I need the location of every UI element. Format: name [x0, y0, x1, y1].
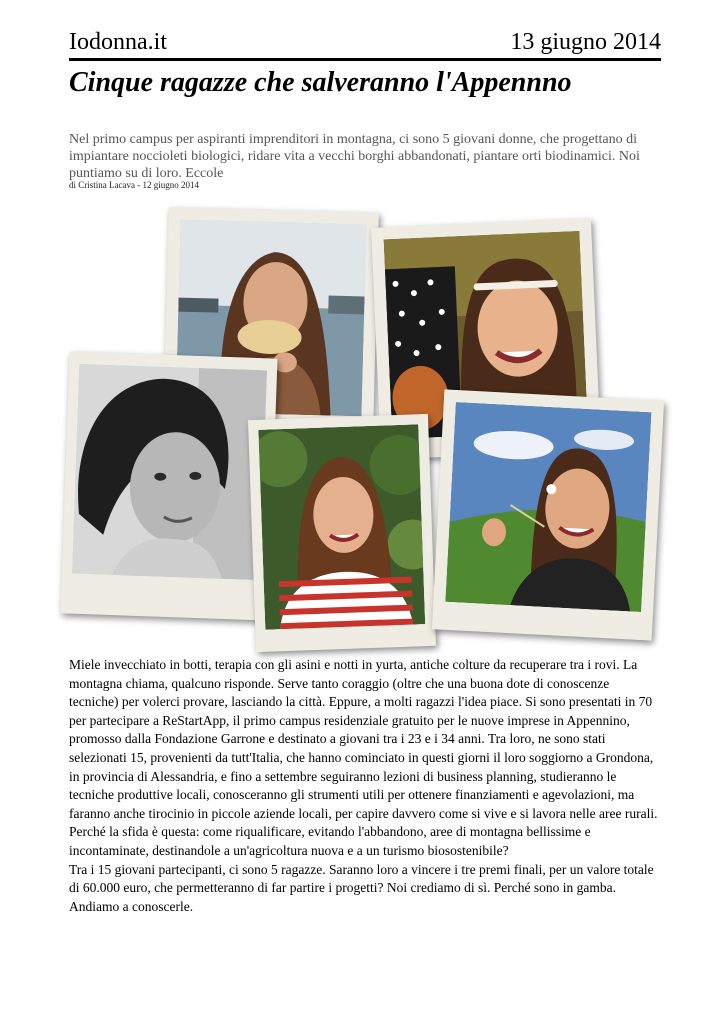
- photo-woman-striped-top: [258, 424, 425, 629]
- polaroid-photo-3: [60, 351, 277, 620]
- article-standfirst: Nel primo campus per aspiranti imprenditori in montagna, ci sono 5 giovani donne, che progettano di impiantare noccioleti biologici, ridare vita a vecchi borghi abbandonati, piantare orti biodinamici. Noi puntiamo su di loro. Eccole: [69, 132, 640, 181]
- photo-woman-green-field: [445, 402, 651, 612]
- polaroid-photo-4: [248, 414, 436, 652]
- article-paragraph-2: Tra i 15 giovani partecipanti, ci sono 5 ragazze. Saranno loro a vincere i tre premi finali, per un valore totale di 60.000 euro, che permetteranno di far partire i progetti? Noi crediamo di sì. Perché sono in gamba. Andiamo a conoscerle.: [69, 861, 654, 914]
- masthead: [69, 28, 661, 56]
- polaroid-photo-5: [432, 389, 664, 640]
- photo-black-white-portrait: [72, 364, 267, 580]
- publication-date: 13 giugno 2014: [510, 29, 661, 55]
- photo-collage: [60, 205, 670, 655]
- article-headline: Cinque ragazze che salveranno l'Appennno: [69, 67, 572, 98]
- article-paragraph-1: Miele invecchiato in botti, terapia con gli asini e notti in yurta, antiche colture da recuperare tra i rovi. La montagna chiama, qualcuno risponde. Serve tanto coraggio (oltre che una buona dote di conoscenze tecniche) per volerci provare, lasciando la città. Eppure, a molti ragazzi l'idea piace. Si sono presentati in 70 per partecipare a ReStartApp, il primo campus residenziale gratuito per le nuove imprese in Appennino, promosso dalla Fondazione Garrone e destinato a giovani tra i 23 e i 34 anni. Tra loro, ne sono stati selezionati 15, provenienti da tutt'Italia, che hanno cominciato in questi giorni il loro soggiorno a Grondona, in provincia di Alessandria, e fino a settembre seguiranno lezioni di business planning, studieranno le tecniche produttive locali, conosceranno gli strumenti utili per ottenere finanziamenti e agevolazioni, ma faranno anche tirocinio in piccole aziende locali, per capire davvero come si vive e si lavora nelle aree rurali. Perché la sfida è questa: come riqualificare, evitando l'abbandono, aree di montagna bellissime e incontaminate, destinandole a un'agricoltura nuova e a un turismo biosostenibile?: [69, 657, 658, 858]
- site-name: Iodonna.it: [69, 29, 167, 55]
- article-body: [69, 656, 659, 916]
- article-byline: di Cristina Lacava - 12 giugno 2014: [69, 180, 199, 190]
- header-rule: [69, 58, 661, 61]
